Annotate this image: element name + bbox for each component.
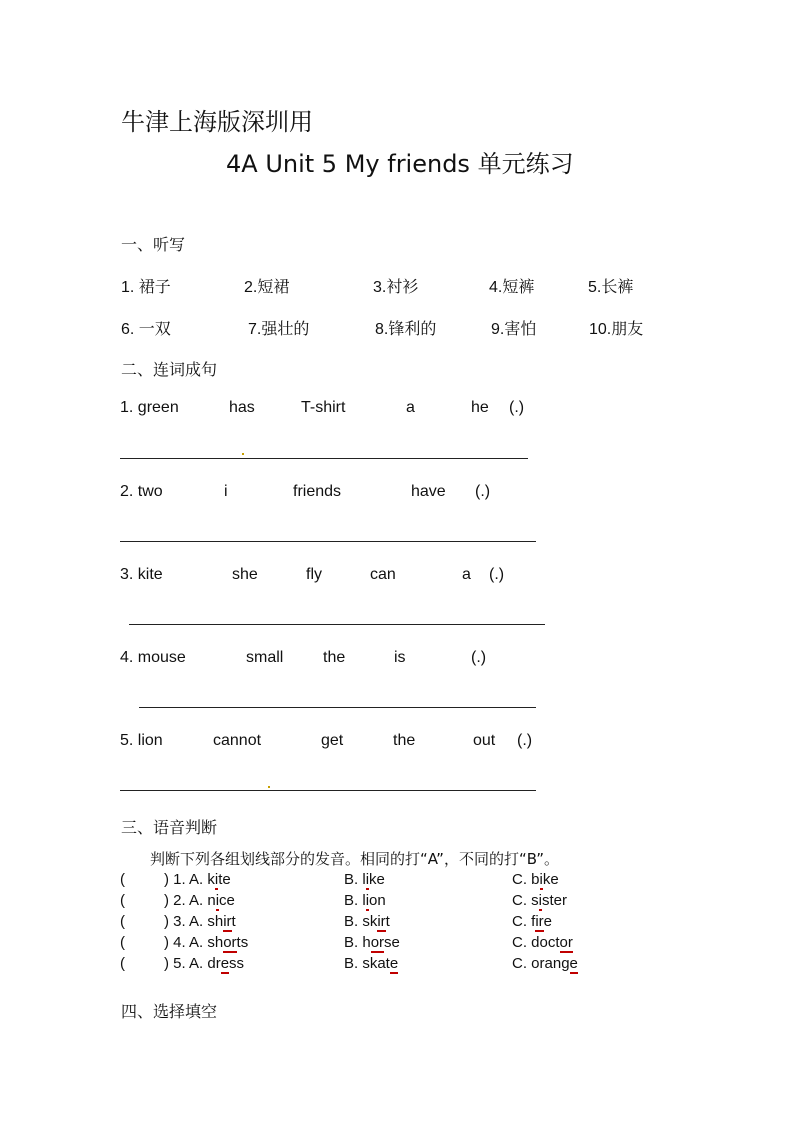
word: (.) [471, 649, 487, 666]
word: 4. mouse [120, 649, 186, 666]
word-part: t [385, 913, 390, 930]
question-number: ) 1. A. [164, 871, 208, 888]
word-part: t [231, 913, 236, 930]
underlined-letters: or [559, 934, 573, 951]
option-label: C. [512, 955, 532, 972]
dictation-item: 9.害怕 [491, 321, 537, 338]
dictation-item: 10.朋友 [589, 321, 644, 338]
option-a [164, 892, 235, 909]
word-part: n [207, 892, 216, 909]
section2-heading: 二、连词成句 [121, 360, 218, 379]
word: (.) [509, 399, 525, 416]
page-title: 牛津上海版深圳用 [121, 108, 313, 136]
option-label: B. [344, 913, 363, 930]
option-c [512, 892, 567, 909]
word: fly [306, 566, 322, 583]
underlined-letters: ir [535, 913, 544, 930]
underlined-letters: i [365, 871, 370, 888]
answer-line[interactable] [139, 707, 536, 708]
answer-bracket[interactable]: ( [120, 955, 125, 972]
option-c [512, 955, 578, 972]
dictation-item: 2.短裙 [244, 279, 290, 296]
word-part: dr [207, 955, 221, 972]
question-number: ) 3. A. [164, 913, 208, 930]
word: the [323, 649, 346, 666]
word: i [224, 483, 228, 500]
word: the [393, 732, 416, 749]
word: get [321, 732, 344, 749]
option-a [164, 955, 244, 972]
word: T-shirt [301, 399, 346, 416]
word-part: h [362, 934, 371, 951]
word-part: ster [542, 892, 568, 909]
word-part: f [531, 913, 536, 930]
underlined-letters: e [220, 955, 230, 972]
underlined-letters: i [539, 871, 543, 888]
underlined-letters: i [538, 892, 543, 909]
word: she [232, 566, 258, 583]
option-b [344, 871, 385, 888]
dictation-item: 1. 裙子 [121, 279, 171, 296]
underlined-letters: i [214, 871, 219, 888]
dictation-item: 8.锋利的 [375, 321, 437, 338]
word: a [406, 399, 415, 416]
option-label: C. [512, 871, 532, 888]
word-part: ke [542, 871, 559, 888]
answer-line[interactable] [120, 790, 536, 791]
word-part: ss [229, 955, 245, 972]
mark-dot [242, 453, 244, 455]
answer-bracket[interactable]: ( [120, 913, 125, 930]
dictation-item: 4.短裤 [489, 279, 535, 296]
option-a [164, 934, 248, 951]
option-label: B. [344, 955, 363, 972]
word: has [229, 399, 255, 416]
option-b [344, 892, 386, 909]
word-part: on [369, 892, 386, 909]
word: friends [293, 483, 342, 500]
word-part: s [531, 892, 539, 909]
underlined-letters: or [223, 934, 237, 951]
underlined-letters: i [365, 892, 370, 909]
word-part: k [207, 871, 215, 888]
word: 5. lion [120, 732, 163, 749]
option-b [344, 955, 398, 972]
option-a [164, 913, 236, 930]
word-part: l [362, 871, 366, 888]
word: is [394, 649, 406, 666]
underlined-letters: e [569, 955, 578, 972]
word: 2. two [120, 483, 163, 500]
option-label: C. [512, 934, 532, 951]
word-part: l [362, 892, 366, 909]
underlined-letters: or [370, 934, 385, 951]
section3-instruction: 判断下列各组划线部分的发音。相同的打“A”，不同的打“B”。 [150, 850, 559, 868]
dictation-item: 7.强壮的 [248, 321, 310, 338]
word: cannot [213, 732, 262, 749]
option-c [512, 913, 552, 930]
word-part: e [543, 913, 553, 930]
word-part: sh [207, 934, 224, 951]
word-part: doct [531, 934, 560, 951]
word-part: ke [369, 871, 385, 888]
word: 1. green [120, 399, 179, 416]
word-part: orang [531, 955, 570, 972]
question-number: ) 2. A. [164, 892, 208, 909]
word-part: skat [362, 955, 390, 972]
word: small [246, 649, 284, 666]
underlined-letters: e [389, 955, 399, 972]
word-part: ce [219, 892, 235, 909]
answer-bracket[interactable]: ( [120, 871, 125, 888]
section1-heading: 一、听写 [121, 235, 186, 254]
answer-bracket[interactable]: ( [120, 892, 125, 909]
underlined-letters: i [215, 892, 220, 909]
option-c [512, 871, 559, 888]
word: a [462, 566, 471, 583]
word-part: te [218, 871, 231, 888]
option-c [512, 934, 573, 951]
word-part: ts [236, 934, 249, 951]
option-label: B. [344, 892, 363, 909]
word: have [411, 483, 446, 500]
option-label: B. [344, 934, 363, 951]
page-subtitle: 4A Unit 5 My friends 单元练习 [226, 150, 574, 178]
word: 3. kite [120, 566, 163, 583]
section4-heading: 四、选择填空 [121, 1002, 218, 1021]
section3-heading: 三、语音判断 [121, 818, 218, 837]
option-label: C. [512, 913, 532, 930]
question-number: ) 5. A. [164, 955, 208, 972]
word: (.) [489, 566, 505, 583]
word-part: sk [362, 913, 378, 930]
answer-bracket[interactable]: ( [120, 934, 125, 951]
dictation-item: 6. 一双 [121, 321, 171, 338]
word-part: se [384, 934, 400, 951]
word: out [473, 732, 496, 749]
answer-line[interactable] [120, 458, 528, 459]
word: (.) [475, 483, 491, 500]
word-part: sh [207, 913, 224, 930]
dictation-item: 3.衬衫 [373, 279, 419, 296]
word: he [471, 399, 489, 416]
option-b [344, 934, 400, 951]
underlined-letters: ir [377, 913, 386, 930]
question-number: ) 4. A. [164, 934, 208, 951]
mark-dot [268, 786, 270, 788]
answer-line[interactable] [129, 624, 545, 625]
word-part: b [531, 871, 540, 888]
option-b [344, 913, 390, 930]
dictation-item: 5.长裤 [588, 279, 634, 296]
option-label: C. [512, 892, 532, 909]
answer-line[interactable] [120, 541, 536, 542]
underlined-letters: ir [223, 913, 232, 930]
option-a [164, 871, 231, 888]
option-label: B. [344, 871, 363, 888]
word: (.) [517, 732, 533, 749]
word: can [370, 566, 396, 583]
